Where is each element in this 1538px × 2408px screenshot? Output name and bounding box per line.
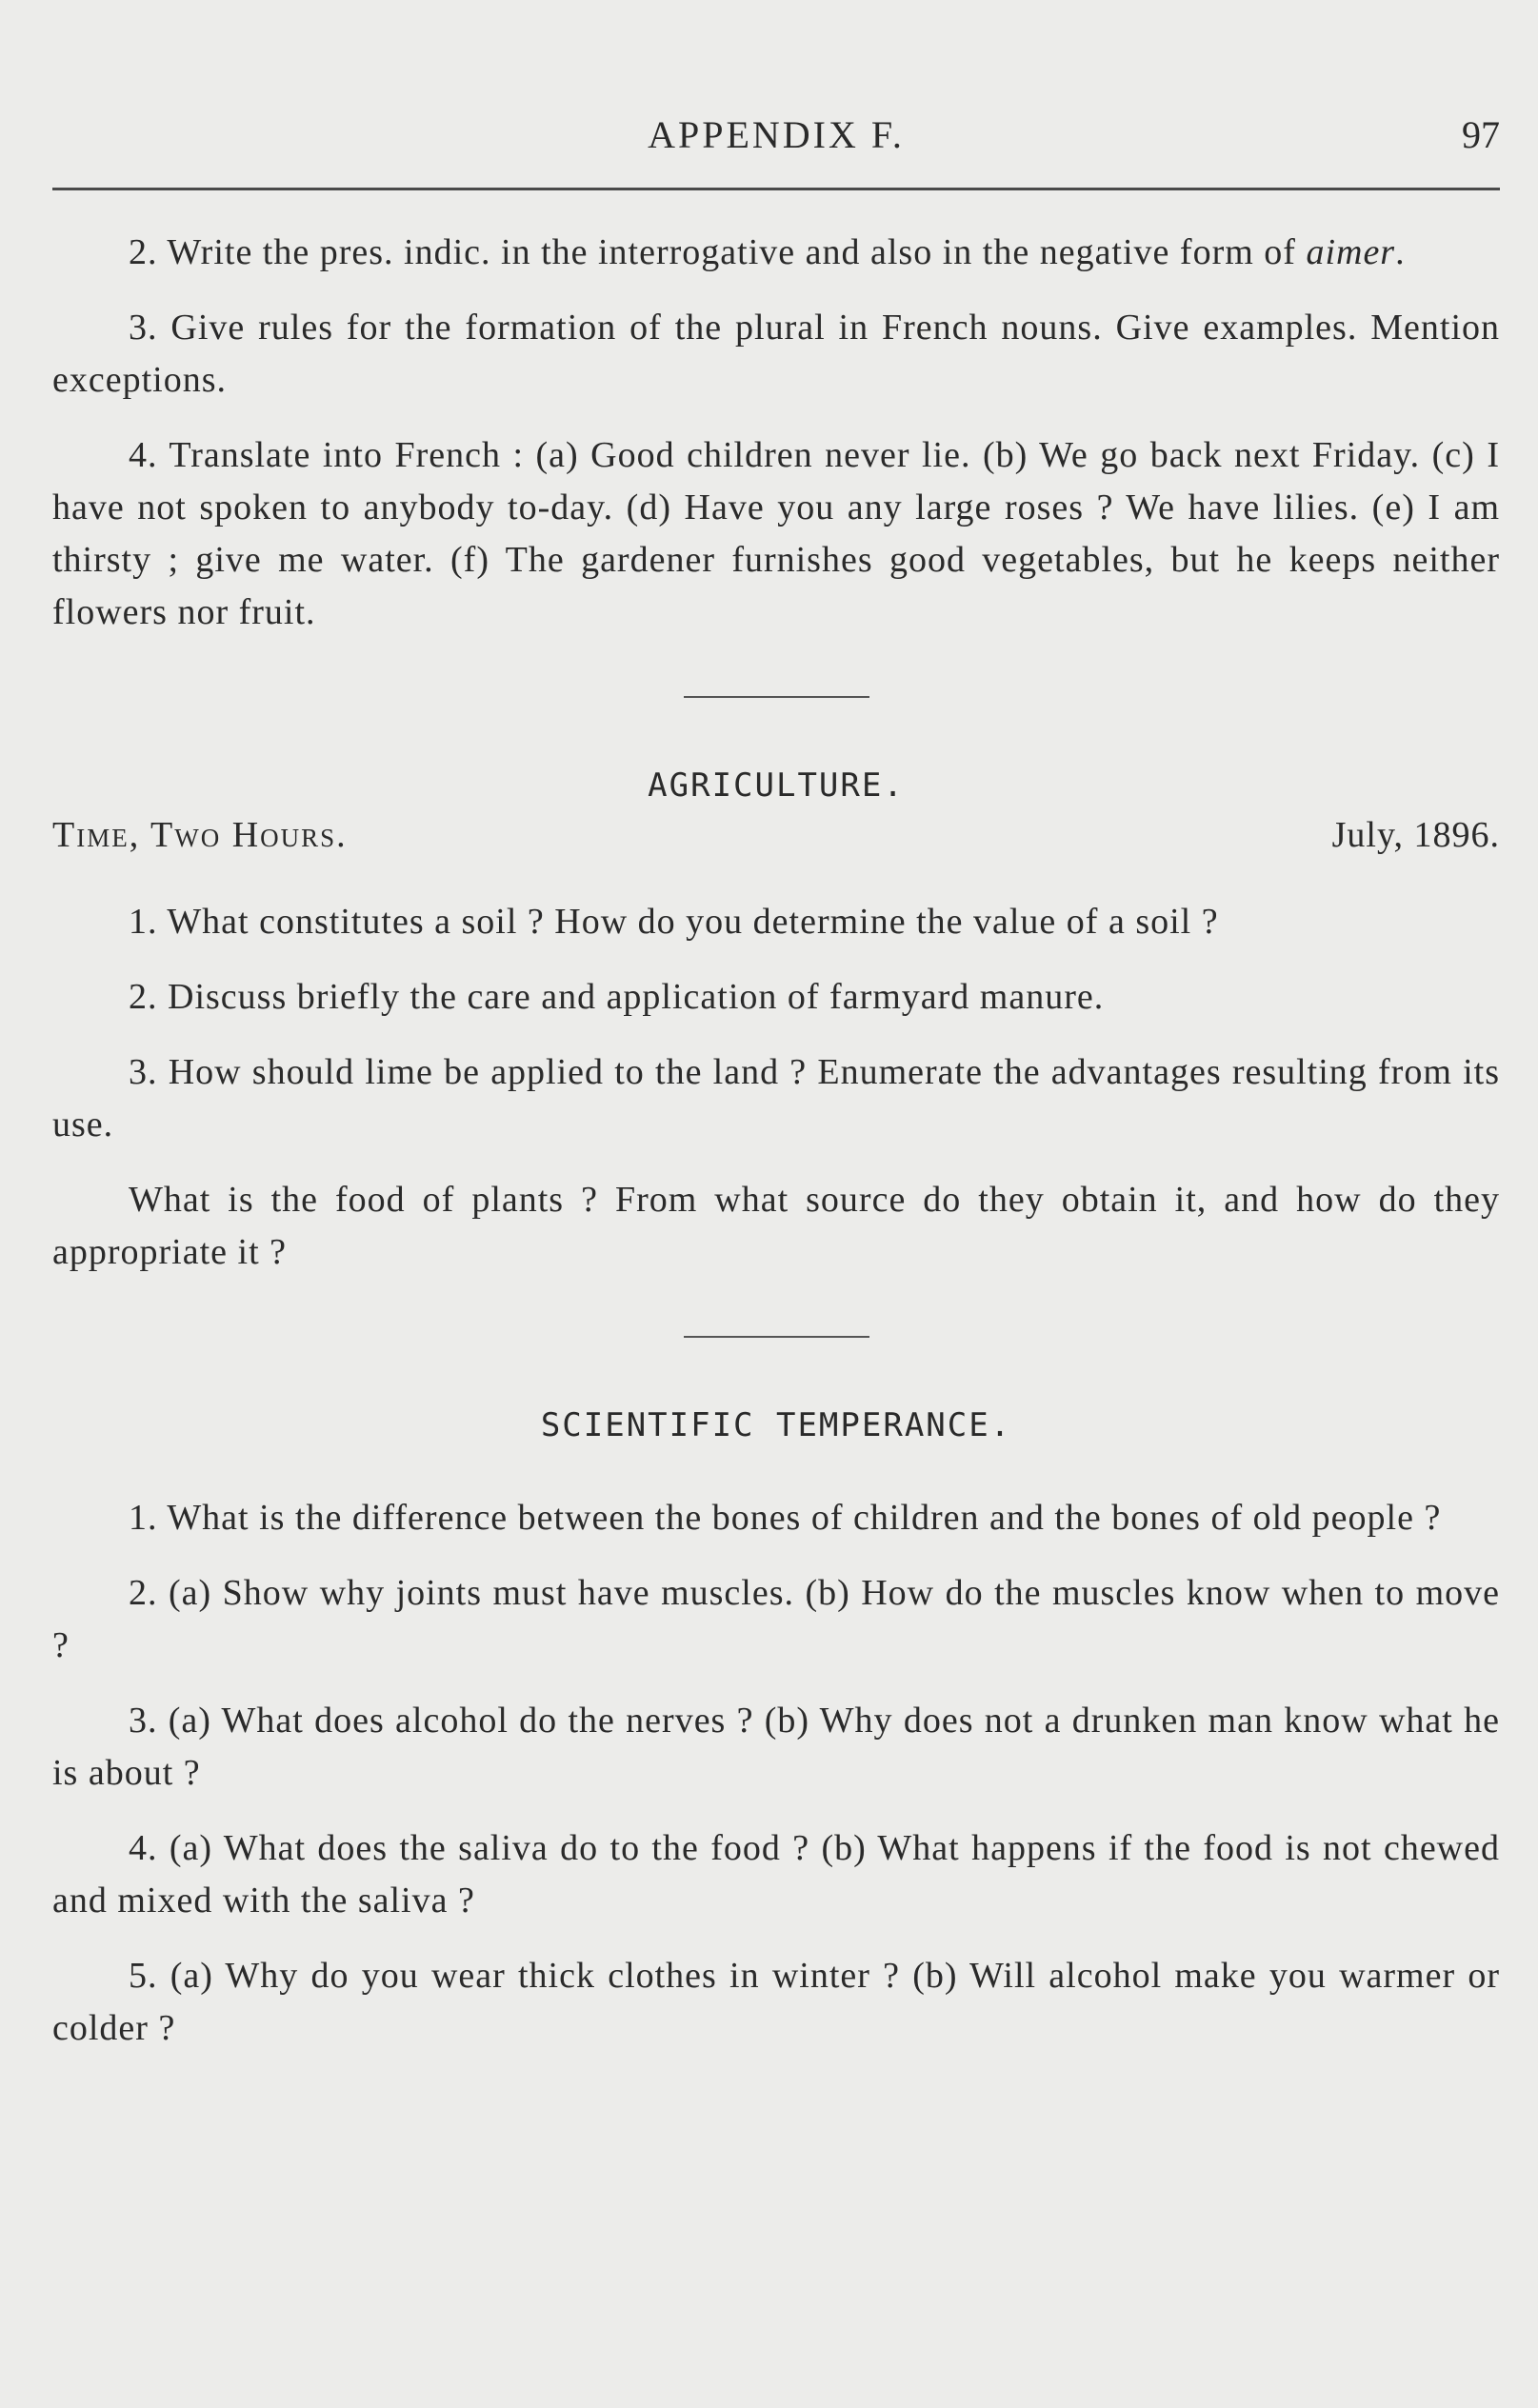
temperance-heading: SCIENTIFIC TEMPERANCE. [540, 1406, 1012, 1444]
exam-date: July, 1896. [1331, 815, 1500, 855]
agriculture-question-3: 3. How should lime be applied to the land ? Enumerate the advantages resulting from its use. [52, 1052, 1500, 1144]
page-number: 97 [1462, 113, 1500, 156]
french-question-4: 4. Translate into French : (a) Good children never lie. (b) We go back next Friday. (c) I have not spoken to anybody to-day. (d) Have you any large roses ? We have lilies. (e) I am thirsty ; give me water. (f) The gardener furnishes good vegetables, but he keeps neither flowers nor fruit. [52, 435, 1500, 632]
section-divider [684, 1336, 869, 1338]
agriculture-question-4: What is the food of plants ? From what source do they obtain it, and how do they appropriate it ? [52, 1180, 1500, 1272]
header-title: APPENDIX F. [648, 113, 905, 156]
time-allowed: Time, Two Hours. [52, 815, 348, 855]
agriculture-meta [52, 814, 1500, 867]
page-content [52, 227, 1500, 2078]
section-divider [684, 696, 869, 698]
temperance-question-1: 1. What is the difference between the bones of children and the bones of old people ? [129, 1498, 1442, 1538]
temperance-question-2: 2. (a) Show why joints must have muscles. (b) How do the muscles know when to move ? [52, 1573, 1500, 1665]
temperance-question-3: 3. (a) What does alcohol do the nerves ? (b) Why does not a drunken man know what he is about ? [52, 1701, 1500, 1793]
header-rule [52, 188, 1500, 190]
agriculture-question-1: 1. What constitutes a soil ? How do you determine the value of a soil ? [129, 902, 1219, 942]
temperance-question-4: 4. (a) What does the saliva do to the food ? (b) What happens if the food is not chewed and mixed with the saliva ? [52, 1828, 1500, 1920]
french-question-3: 3. Give rules for the formation of the plural in French nouns. Give examples. Mention exceptions. [52, 308, 1500, 400]
temperance-question-5: 5. (a) Why do you wear thick clothes in winter ? (b) Will alcohol make you warmer or colder ? [52, 1956, 1500, 2048]
page-header [52, 112, 1500, 166]
agriculture-heading: AGRICULTURE. [648, 766, 905, 805]
agriculture-question-2: 2. Discuss briefly the care and application of farmyard manure. [129, 977, 1105, 1017]
french-question-2: 2. Write the pres. indic. in the interrogative and also in the negative form of aimer. [129, 232, 1406, 272]
